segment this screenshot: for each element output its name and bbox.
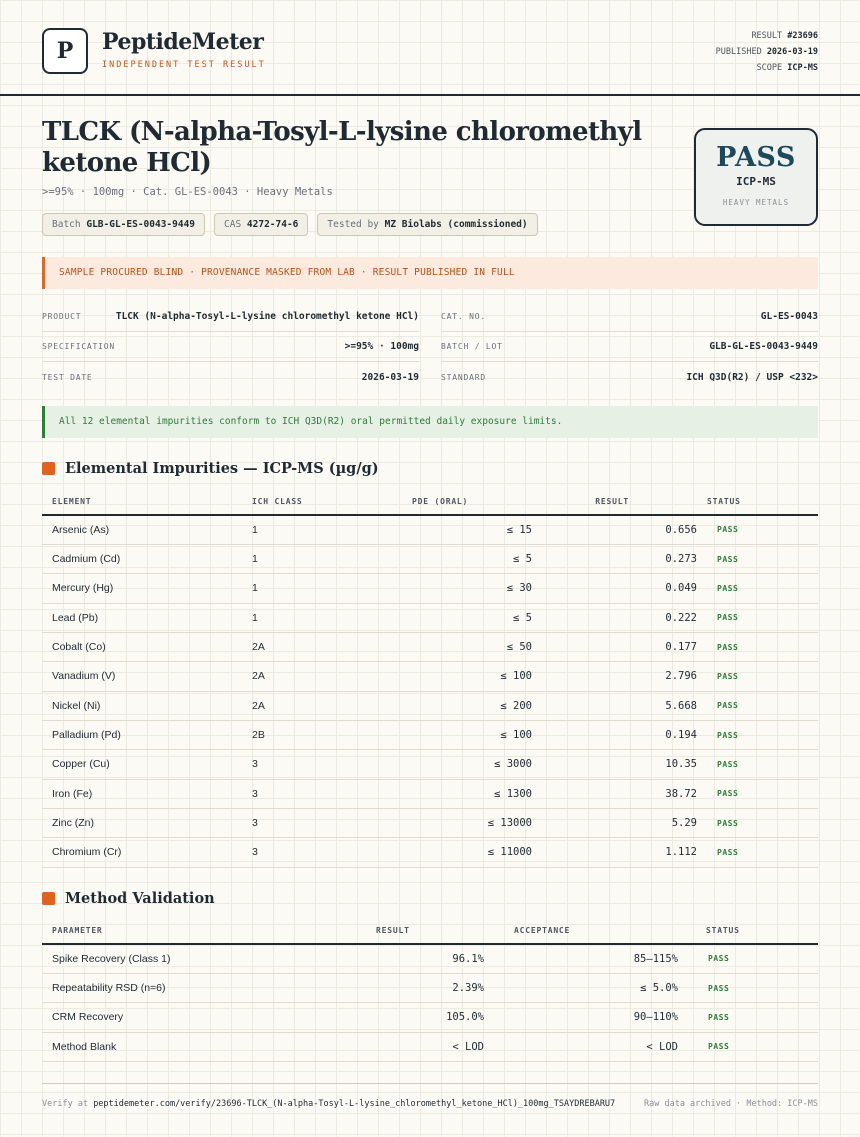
scope-label: SCOPE (756, 63, 783, 73)
conformance-note: All 12 elemental impurities conform to ICH Q3D(R2) oral permitted daily exposure limits. (42, 406, 818, 438)
result-cell: 38.72 (575, 779, 697, 808)
impurity-row (42, 720, 818, 749)
status-cell: PASS (688, 973, 818, 1002)
pde-cell: ≤ 3000 (402, 750, 575, 779)
status-cell: PASS (697, 808, 818, 837)
info-label: STANDARD (441, 372, 486, 382)
product-title: TLCK (N-alpha-Tosyl-L-lysine chloromethyl ketone HCl) (42, 117, 642, 178)
status-cell: PASS (697, 750, 818, 779)
pde-cell: ≤ 100 (402, 720, 575, 749)
published-date: 2026-03-19 (766, 47, 818, 57)
pass-stamp (694, 128, 818, 226)
result-cell: 0.049 (575, 574, 697, 603)
provenance-banner: SAMPLE PROCURED BLIND · PROVENANCE MASKED FROM LAB · RESULT PUBLISHED IN FULL (42, 257, 818, 289)
element-cell: Iron (Fe) (42, 779, 242, 808)
status-cell: PASS (697, 662, 818, 691)
info-row-batch-lot (441, 332, 818, 362)
result-cell: 105.0% (356, 1003, 494, 1032)
element-cell: Lead (Pb) (42, 603, 242, 632)
result-cell: 5.668 (575, 691, 697, 720)
validation-row (42, 944, 818, 973)
validation-row (42, 973, 818, 1002)
report-header (42, 28, 818, 76)
impurity-row (42, 808, 818, 837)
element-cell: Vanadium (V) (42, 662, 242, 691)
validation-row (42, 1032, 818, 1061)
col-result: RESULT (356, 918, 494, 944)
status-cell: PASS (688, 1032, 818, 1061)
element-cell: Palladium (Pd) (42, 720, 242, 749)
footer-divider (42, 1083, 818, 1084)
result-cell: 0.656 (575, 515, 697, 544)
verify-line (42, 1099, 615, 1109)
pde-cell: ≤ 15 (402, 515, 575, 544)
info-value: 2026-03-19 (361, 371, 419, 383)
result-label: RESULT (751, 31, 783, 41)
status-cell: PASS (697, 691, 818, 720)
col-parameter: PARAMETER (42, 918, 356, 944)
validation-header-row (42, 918, 818, 944)
element-cell: Zinc (Zn) (42, 808, 242, 837)
info-label: CAT. NO. (441, 312, 486, 321)
info-value: GLB-GL-ES-0043-9449 (709, 341, 818, 352)
status-cell: PASS (688, 944, 818, 973)
col-status: STATUS (697, 489, 818, 515)
result-cell: 0.273 (575, 544, 697, 573)
info-row-test-date (42, 362, 419, 392)
product-chips (42, 213, 538, 236)
cas-chip (214, 213, 308, 236)
pde-cell: ≤ 1300 (402, 779, 575, 808)
status-cell: PASS (697, 779, 818, 808)
batch-chip (42, 213, 205, 236)
element-cell: Cobalt (Co) (42, 632, 242, 661)
ich-class-cell: 1 (242, 574, 402, 603)
stamp-result: PASS (716, 142, 796, 173)
impurities-table (42, 489, 818, 868)
status-cell: PASS (697, 632, 818, 661)
validation-title: Method Validation (65, 890, 215, 907)
ich-class-cell: 3 (242, 808, 402, 837)
pde-cell: ≤ 200 (402, 691, 575, 720)
section-marker-icon (42, 892, 55, 905)
pde-cell: ≤ 13000 (402, 808, 575, 837)
col-status: STATUS (688, 918, 818, 944)
info-value: GL-ES-0043 (760, 311, 818, 322)
result-cell: 2.39% (356, 973, 494, 1002)
cas-chip-label: CAS (224, 219, 242, 230)
ich-class-cell: 1 (242, 544, 402, 573)
pde-cell: ≤ 5 (402, 603, 575, 632)
info-label: PRODUCT (42, 312, 82, 321)
parameter-cell: Method Blank (42, 1032, 356, 1061)
info-value: ICH Q3D(R2) / USP <232> (686, 371, 818, 383)
ich-class-cell: 2A (242, 632, 402, 661)
info-row-standard (441, 362, 818, 392)
header-divider (0, 94, 860, 96)
info-label: BATCH / LOT (441, 342, 503, 351)
info-row-specification (42, 332, 419, 362)
scope-value: ICP-MS (787, 63, 818, 73)
result-cell: 5.29 (575, 808, 697, 837)
result-cell: 96.1% (356, 944, 494, 973)
result-cell: 1.112 (575, 838, 697, 867)
element-cell: Nickel (Ni) (42, 691, 242, 720)
info-grid-right (441, 302, 818, 392)
ich-class-cell: 2B (242, 720, 402, 749)
logo-icon: P (42, 28, 88, 74)
impurity-row (42, 750, 818, 779)
batch-chip-label: Batch (52, 219, 81, 230)
result-cell: 2.796 (575, 662, 697, 691)
col-result: RESULT (575, 489, 697, 515)
pde-cell: ≤ 100 (402, 662, 575, 691)
result-cell: < LOD (356, 1032, 494, 1061)
ich-class-cell: 3 (242, 750, 402, 779)
col-acceptance: ACCEPTANCE (494, 918, 688, 944)
impurities-header-row (42, 489, 818, 515)
pde-cell: ≤ 50 (402, 632, 575, 661)
pde-cell: ≤ 11000 (402, 838, 575, 867)
info-row-product (42, 302, 419, 332)
status-cell: PASS (697, 603, 818, 632)
tested-by-value: MZ Biolabs (commissioned) (384, 219, 528, 230)
ich-class-cell: 3 (242, 838, 402, 867)
status-cell: PASS (697, 544, 818, 573)
validation-table (42, 918, 818, 1062)
section-marker-icon (42, 462, 55, 475)
impurity-row (42, 662, 818, 691)
product-subtitle: >=95% · 100mg · Cat. GL-ES-0043 · Heavy Metals (42, 186, 333, 198)
status-cell: PASS (688, 1003, 818, 1032)
pde-cell: ≤ 30 (402, 574, 575, 603)
pde-cell: ≤ 5 (402, 544, 575, 573)
impurity-row (42, 603, 818, 632)
parameter-cell: Repeatability RSD (n=6) (42, 973, 356, 1002)
ich-class-cell: 1 (242, 603, 402, 632)
col-element: ELEMENT (42, 489, 242, 515)
ich-class-cell: 1 (242, 515, 402, 544)
impurity-row (42, 691, 818, 720)
impurity-row (42, 574, 818, 603)
cas-chip-value: 4272-74-6 (246, 219, 299, 230)
stamp-method: ICP-MS (736, 175, 776, 188)
result-number: #23696 (787, 31, 818, 41)
impurity-row (42, 544, 818, 573)
ich-class-cell: 2A (242, 662, 402, 691)
parameter-cell: Spike Recovery (Class 1) (42, 944, 356, 973)
element-cell: Copper (Cu) (42, 750, 242, 779)
result-cell: 0.222 (575, 603, 697, 632)
ich-class-cell: 2A (242, 691, 402, 720)
impurity-row (42, 515, 818, 544)
impurity-row (42, 779, 818, 808)
ich-class-cell: 3 (242, 779, 402, 808)
info-value: >=95% · 100mg (344, 341, 419, 352)
element-cell: Mercury (Hg) (42, 574, 242, 603)
info-row-cat-no (441, 302, 818, 332)
acceptance-cell: < LOD (494, 1032, 688, 1061)
info-label: TEST DATE (42, 372, 93, 382)
brand-name: PeptideMeter (102, 29, 264, 55)
tested-by-label: Tested by (327, 219, 379, 230)
result-cell: 10.35 (575, 750, 697, 779)
info-value: TLCK (N-alpha-Tosyl-L-lysine chloromethyl ketone HCl) (115, 311, 419, 322)
tested-by-chip (317, 213, 537, 236)
brand-tagline: INDEPENDENT TEST RESULT (102, 60, 266, 70)
element-cell: Chromium (Cr) (42, 838, 242, 867)
element-cell: Cadmium (Cd) (42, 544, 242, 573)
acceptance-cell: 85–115% (494, 944, 688, 973)
info-label: SPECIFICATION (42, 342, 116, 351)
impurities-section-header (42, 460, 379, 477)
element-cell: Arsenic (As) (42, 515, 242, 544)
impurities-title: Elemental Impurities — ICP-MS (µg/g) (65, 460, 379, 477)
impurity-row (42, 838, 818, 867)
col-ich-class: ICH CLASS (242, 489, 402, 515)
validation-row (42, 1003, 818, 1032)
acceptance-cell: 90–110% (494, 1003, 688, 1032)
validation-section-header (42, 890, 215, 907)
report-meta (716, 28, 818, 76)
info-grid-left (42, 302, 419, 392)
status-cell: PASS (697, 838, 818, 867)
archive-note: Raw data archived · Method: ICP-MS (644, 1099, 818, 1109)
verify-link[interactable]: peptidemeter.com/verify/23696-TLCK_(N-alpha-Tosyl-L-lysine_chloromethyl_ketone_HCl)_100mg_TSAYDREBARU7 (93, 1099, 616, 1109)
status-cell: PASS (697, 720, 818, 749)
published-label: PUBLISHED (715, 47, 762, 57)
result-cell: 0.177 (575, 632, 697, 661)
status-cell: PASS (697, 574, 818, 603)
col-pde: PDE (ORAL) (402, 489, 575, 515)
impurity-row (42, 632, 818, 661)
verify-label: Verify at (42, 1099, 89, 1109)
acceptance-cell: ≤ 5.0% (494, 973, 688, 1002)
parameter-cell: CRM Recovery (42, 1003, 356, 1032)
status-cell: PASS (697, 515, 818, 544)
batch-chip-value: GLB-GL-ES-0043-9449 (86, 219, 196, 230)
stamp-category: HEAVY METALS (722, 198, 790, 207)
result-cell: 0.194 (575, 720, 697, 749)
